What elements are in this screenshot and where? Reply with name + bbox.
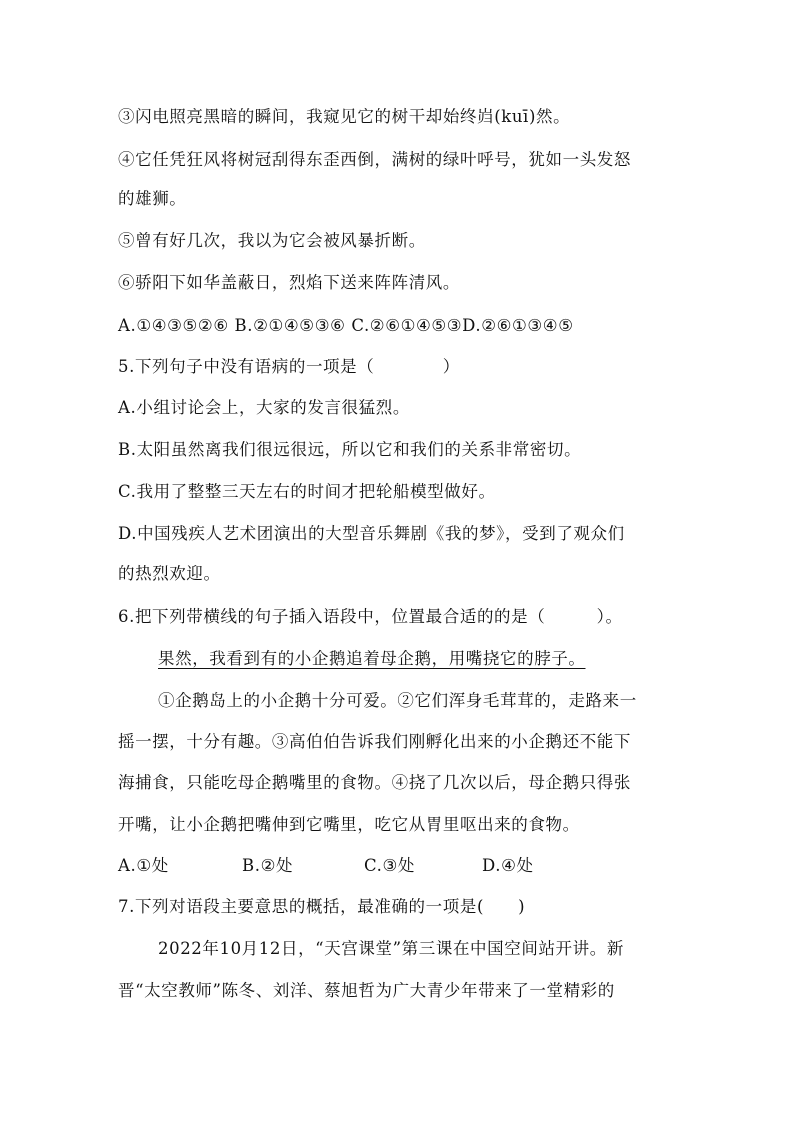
q6-option-c: C.③处	[364, 856, 415, 875]
q6-underlined-sentence: 果然，我看到有的小企鹅追着母企鹅，用嘴挠它的脖子。	[158, 649, 586, 668]
q6-paragraph-line2: 摇一摆，十分有趣。③高伯伯告诉我们刚孵化出来的小企鹅还不能下	[118, 732, 631, 751]
q4-options: A.①④③⑤②⑥ B.②①④⑤③⑥ C.②⑥①④⑤③D.②⑥①③④⑤	[118, 316, 574, 335]
q6-paragraph-line3: 海捕食，只能吃母企鹅嘴里的食物。④挠了几次以后，母企鹅只得张	[118, 773, 631, 792]
q5-option-c: C.我用了整整三天左右的时间才把轮船模型做好。	[118, 482, 496, 501]
q7-paragraph-line1: 2022年10月12日，“天宫课堂”第三课在中国空间站开讲。新	[158, 939, 624, 958]
q4-item-4-line2: 的雄狮。	[118, 189, 187, 208]
q6-option-b: B.②处	[242, 856, 294, 875]
q5-option-b: B.太阳虽然离我们很远很远，所以它和我们的关系非常密切。	[118, 440, 582, 459]
q6-option-a: A.①处	[118, 856, 169, 875]
q4-item-6: ⑥骄阳下如华盖蔽日，烈焰下送来阵阵清风。	[118, 273, 460, 292]
q6-stem: 6.把下列带横线的句子插入语段中，位置最合适的的是（ ）。	[118, 607, 623, 626]
q5-option-d-line1: D.中国残疾人艺术团演出的大型音乐舞剧《我的梦》，受到了观众们	[118, 524, 625, 543]
q4-item-3: ③闪电照亮黑暗的瞬间，我窥见它的树干却始终岿(kuī)然。	[118, 107, 571, 126]
q4-item-4-line1: ④它任凭狂风将树冠刮得东歪西倒，满树的绿叶呼号，犹如一头发怒	[118, 150, 631, 169]
q7-paragraph-line2: 晋“太空教师”陈冬、刘洋、蔡旭哲为广大青少年带来了一堂精彩的	[118, 981, 615, 1000]
q7-stem: 7.下列对语段主要意思的概括，最准确的一项是( )	[118, 897, 526, 916]
q6-paragraph-line4: 开嘴，让小企鹅把嘴伸到它嘴里，吃它从胃里呕出来的食物。	[118, 815, 580, 834]
q4-item-5: ⑤曾有好几次，我以为它会被风暴折断。	[118, 231, 426, 250]
q6-option-d: D.④处	[482, 856, 534, 875]
q5-stem: 5.下列句子中没有语病的一项是（ ）	[118, 357, 460, 376]
q5-option-a: A.小组讨论会上，大家的发言很猛烈。	[118, 398, 410, 417]
q5-option-d-line2: 的热烈欢迎。	[118, 564, 221, 583]
q6-options	[118, 855, 534, 877]
q6-paragraph-line1: ①企鹅岛上的小企鹅十分可爱。②它们浑身毛茸茸的，走路来一	[158, 691, 637, 710]
